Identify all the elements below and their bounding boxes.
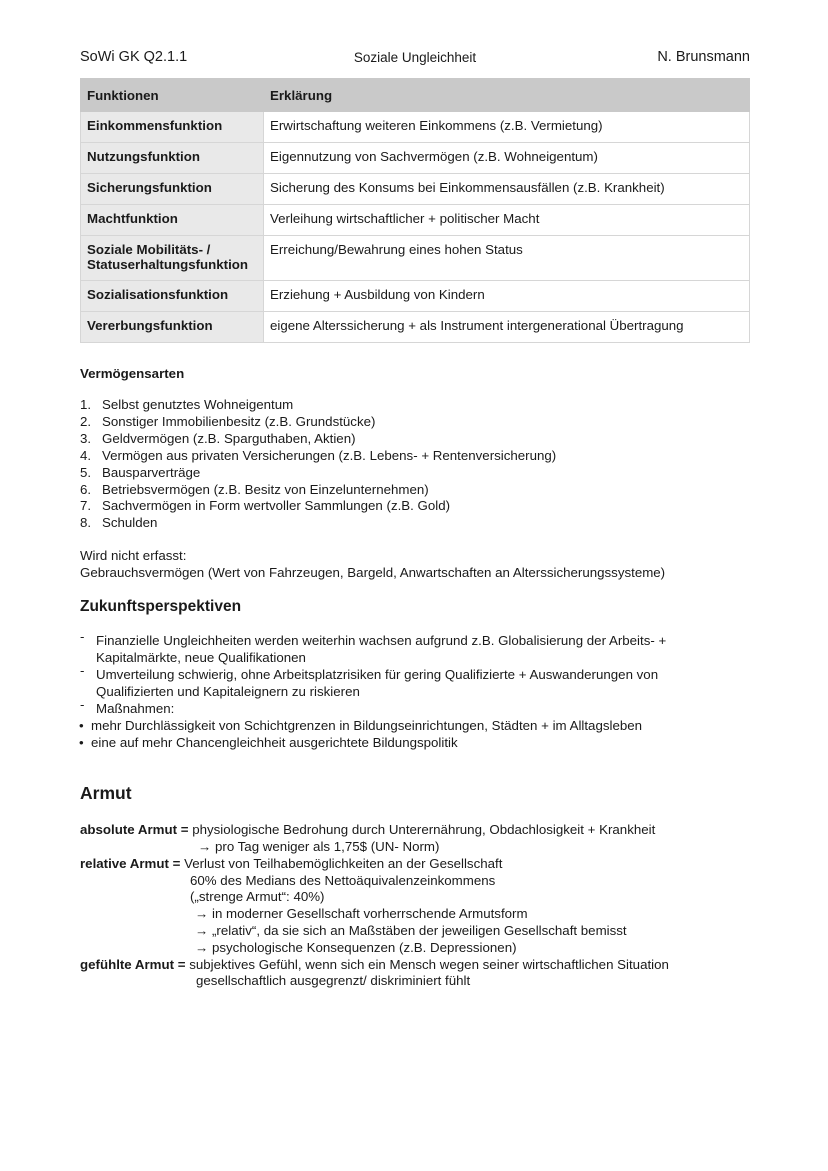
function-explanation: Eigennutzung von Sachvermögen (z.B. Wohneigentum) [264, 143, 750, 174]
function-name: Einkommensfunktion [81, 112, 264, 143]
definition-detail: → psychologische Konsequenzen (z.B. Depressionen) [195, 940, 517, 955]
definition-detail: gesellschaftlich ausgegrenzt/ diskriminiert fühlt [196, 973, 471, 988]
list-item: 7. Sachvermögen in Form wertvoller Sammlungen (z.B. Gold) [80, 498, 451, 514]
term-felt-poverty: gefühlte Armut = [80, 957, 186, 972]
definition-detail: → in moderner Gesellschaft vorherrschende Armutsform [195, 906, 528, 921]
section-title-vermoegensarten: Vermögensarten [80, 366, 185, 381]
function-name-line: Statuserhaltungsfunktion [87, 257, 249, 272]
column-header-functions: Funktionen [81, 79, 264, 112]
asset-types-list [80, 397, 556, 532]
table-row [81, 312, 750, 343]
function-explanation: eigene Alterssicherung + als Instrument intergenerational Übertragung [264, 312, 750, 343]
absolute-poverty-definition: absolute Armut = physiologische Bedrohung durch Unterernährung, Obdachlosigkeit + Krankheit [80, 822, 656, 837]
not-recorded-label: Wird nicht erfasst: [80, 548, 187, 563]
table-row [81, 281, 750, 312]
function-name: Nutzungsfunktion [81, 143, 264, 174]
term-relative-poverty: relative Armut = [80, 856, 181, 871]
felt-poverty-definition: gefühlte Armut = subjektives Gefühl, wenn sich ein Mensch wegen seiner wirtschaftlichen Situation [80, 957, 669, 972]
function-explanation: Verleihung wirtschaftlicher + politischer Macht [264, 205, 750, 236]
list-item: 1. Selbst genutztes Wohneigentum [80, 397, 294, 412]
definition-detail: 60% des Medians des Nettoäquivalenzeinkommens [190, 873, 496, 888]
dash-item: - Maßnahmen: [80, 697, 175, 716]
function-name-line: Soziale Mobilitäts- / [87, 242, 211, 257]
list-item: 5. Bausparverträge [80, 464, 201, 480]
section-title-zukunft: Zukunftsperspektiven [80, 598, 242, 615]
bullet-marker: • [79, 735, 84, 750]
dash-marker: - [80, 629, 85, 644]
function-name: Sicherungsfunktion [81, 174, 264, 205]
function-explanation: Erreichung/Bewahrung eines hohen Status [264, 236, 750, 281]
table-header-row [81, 79, 750, 112]
dash-item: - Umverteilung schwierig, ohne Arbeitsplatzrisiken für gering Qualifizierte + Auswanderungen von Qualifizierten und Kapitaleignern zu riskieren [80, 663, 659, 699]
function-name: Sozialisationsfunktion [81, 281, 264, 312]
function-name [81, 236, 264, 281]
table-row [81, 236, 750, 281]
dash-marker: - [80, 697, 85, 712]
section-title-armut: Armut [80, 783, 132, 803]
list-item: 6. Betriebsvermögen (z.B. Besitz von Einzelunternehmen) [80, 481, 429, 497]
not-recorded-text: Gebrauchsvermögen (Wert von Fahrzeugen, Bargeld, Anwartschaften an Alterssicherungssysteme) [80, 565, 666, 580]
function-name: Machtfunktion [81, 205, 264, 236]
course-label: SoWi GK Q2.1.1 [80, 49, 188, 65]
table-row [81, 112, 750, 143]
table-row [81, 174, 750, 205]
bullet-item: • eine auf mehr Chancengleichheit ausgerichtete Bildungspolitik [79, 735, 458, 750]
list-item: 4. Vermögen aus privaten Versicherungen (z.B. Lebens- + Rentenversicherung) [80, 447, 557, 463]
list-item: 2. Sonstiger Immobilienbesitz (z.B. Grundstücke) [80, 413, 376, 429]
column-header-explanation: Erklärung [264, 79, 750, 112]
function-name: Vererbungsfunktion [81, 312, 264, 343]
page-header [80, 49, 750, 67]
list-item: 3. Geldvermögen (z.B. Sparguthaben, Aktien) [80, 430, 356, 446]
table-row [81, 143, 750, 174]
table-row [81, 205, 750, 236]
definition-detail: → pro Tag weniger als 1,75$ (UN- Norm) [198, 839, 440, 854]
author-name: N. Brunsmann [657, 49, 750, 65]
list-item: 8. Schulden [80, 515, 158, 531]
document-title: Soziale Ungleichheit [353, 50, 477, 65]
definition-detail: („strenge Armut“: 40%) [190, 889, 325, 904]
function-explanation: Erwirtschaftung weiteren Einkommens (z.B. Vermietung) [264, 112, 750, 143]
term-absolute-poverty: absolute Armut = [80, 822, 189, 837]
functions-table [80, 78, 750, 343]
relative-poverty-definition: relative Armut = Verlust von Teilhabemöglichkeiten an der Gesellschaft [80, 856, 503, 871]
bullet-marker: • [79, 718, 84, 733]
function-explanation: Erziehung + Ausbildung von Kindern [264, 281, 750, 312]
dash-item: - Finanzielle Ungleichheiten werden weiterhin wachsen aufgrund z.B. Globalisierung der Arbeits- + Kapitalmärkte, neue Qualifikationen [80, 629, 667, 665]
definition-detail: → „relativ“, da sie sich an Maßstäben der jeweiligen Gesellschaft bemisst [195, 923, 627, 938]
bullet-item: • mehr Durchlässigkeit von Schichtgrenzen in Bildungseinrichtungen, Städten + im Alltagsleben [79, 718, 643, 733]
function-explanation: Sicherung des Konsums bei Einkommensausfällen (z.B. Krankheit) [264, 174, 750, 205]
dash-marker: - [80, 663, 85, 678]
